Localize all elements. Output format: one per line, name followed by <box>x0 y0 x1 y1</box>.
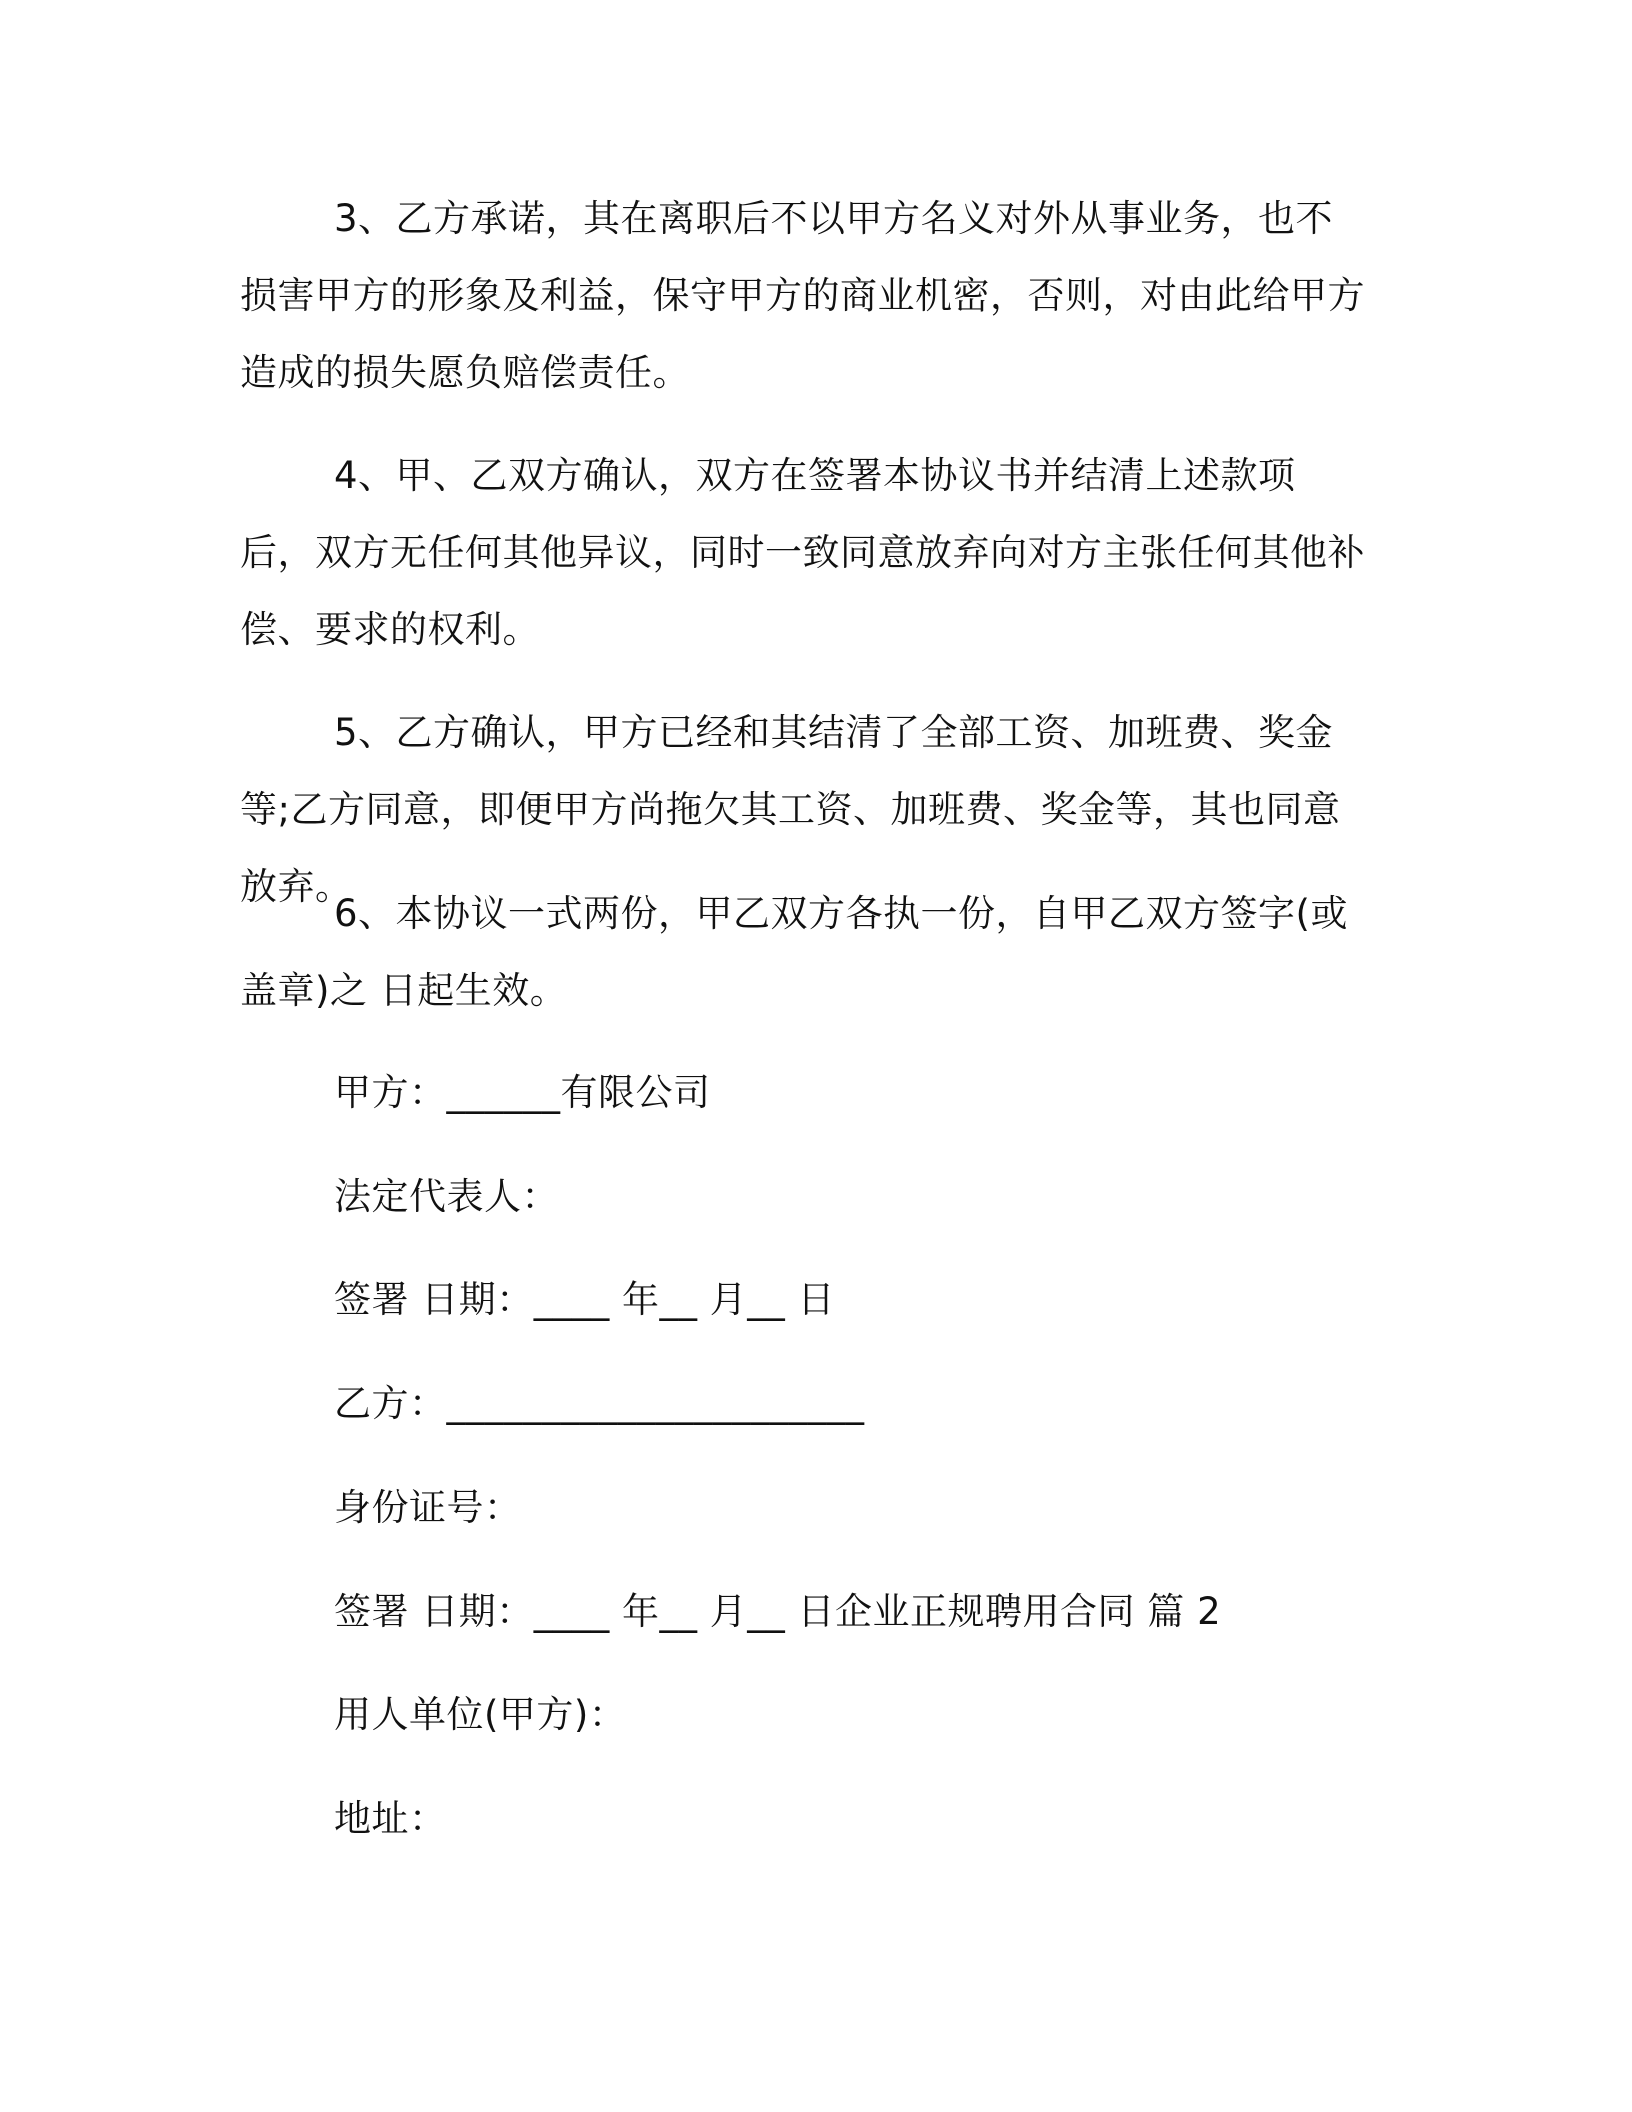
clause-3-paragraph: 3、乙方承诺，其在离职后不以甲方名义对外从事业务，也不损害甲方的形象及利益，保守甲方的商业机密，否则，对由此给甲方造成的损失愿负赔偿责任。 <box>240 197 1365 394</box>
sign-date-line-1: 签署 日期：____ 年__ 月__ 日 <box>334 1278 836 1321</box>
party-a-line: 甲方：______有限公司 <box>334 1071 711 1114</box>
clause-5-paragraph: 5、乙方确认，甲方已经和其结清了全部工资、加班费、奖金等;乙方同意，即便甲方尚拖欠其工资、加班费、奖金等，其也同意放弃。 <box>240 711 1341 908</box>
id-number-line: 身份证号： <box>334 1486 522 1529</box>
sign-date-line-2: 签署 日期：____ 年__ 月__ 日企业正规聘用合同 篇 2 <box>334 1590 1222 1633</box>
clause-6-paragraph: 6、本协议一式两份，甲乙双方各执一份，自甲乙双方签字(或盖章)之 日起生效。 <box>240 892 1348 1012</box>
address-line: 地址： <box>334 1797 447 1840</box>
employer-line: 用人单位(甲方)： <box>334 1693 627 1736</box>
party-b-line: 乙方：______________________ <box>334 1382 865 1425</box>
legal-representative-line: 法定代表人： <box>334 1175 559 1218</box>
clause-4-paragraph: 4、甲、乙双方确认，双方在签署本协议书并结清上述款项后，双方无任何其他异议，同时一致同意放弃向对方主张任何其他补偿、要求的权利。 <box>240 454 1365 651</box>
